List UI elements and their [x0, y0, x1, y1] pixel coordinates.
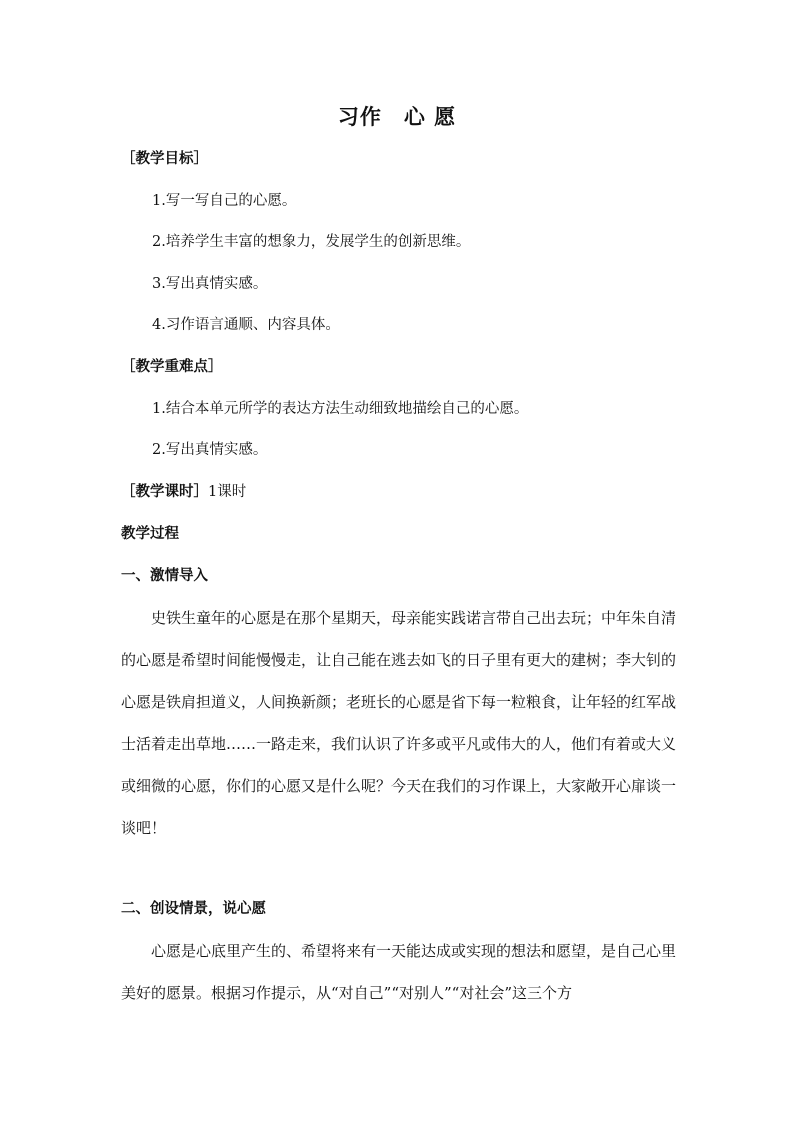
section-paragraph-intro: 史铁生童年的心愿是在那个星期天，母亲能实践诺言带自己出去玩；中年朱自清的心愿是希望时间能慢慢走，让自己能在逃去如飞的日子里有更大的建树；李大钊的心愿是铁肩担道义，人间换新颜；老班长的心愿是省下每一粒粮食，让年轻的红军战士活着走出草地……一路走来，我们认识了许多或平凡或伟大的人，他们有着或大义或细微的心愿，你们的心愿又是什么呢？今天在我们的习作课上，大家敞开心扉谈一谈吧！: [121, 609, 677, 837]
class-hours-line: [121, 481, 246, 503]
teaching-process-heading: 教学过程: [121, 526, 179, 542]
class-hours-value: 1课时: [208, 484, 247, 500]
goal-item: 1.写一写自己的心愿。: [152, 193, 297, 209]
goal-item: 4.习作语言通顺、内容具体。: [152, 317, 340, 333]
goal-item: 3.写出真情实感。: [152, 276, 268, 292]
key-point-item: 2.写出真情实感。: [152, 442, 268, 458]
section-heading-scenario: 二、创设情景，说心愿: [121, 901, 266, 917]
class-hours-heading: ［教学课时］: [121, 484, 208, 500]
section-heading-intro: 一、激情导入: [121, 568, 208, 584]
document-title: 习作 心 愿: [337, 105, 457, 129]
key-point-item: 1.结合本单元所学的表达方法生动细致地描绘自己的心愿。: [152, 401, 529, 417]
section-paragraph-scenario: 心愿是心底里产生的、希望将来有一天能达成或实现的想法和愿望，是自己心里美好的愿景。根据习作提示，从“对自己”“对别人”“对社会”这三个方: [121, 942, 677, 1002]
teaching-goals-heading: ［教学目标］: [121, 151, 208, 167]
goal-item: 2.培养学生丰富的想象力，发展学生的创新思维。: [152, 234, 471, 250]
key-points-heading: ［教学重难点］: [121, 359, 223, 375]
